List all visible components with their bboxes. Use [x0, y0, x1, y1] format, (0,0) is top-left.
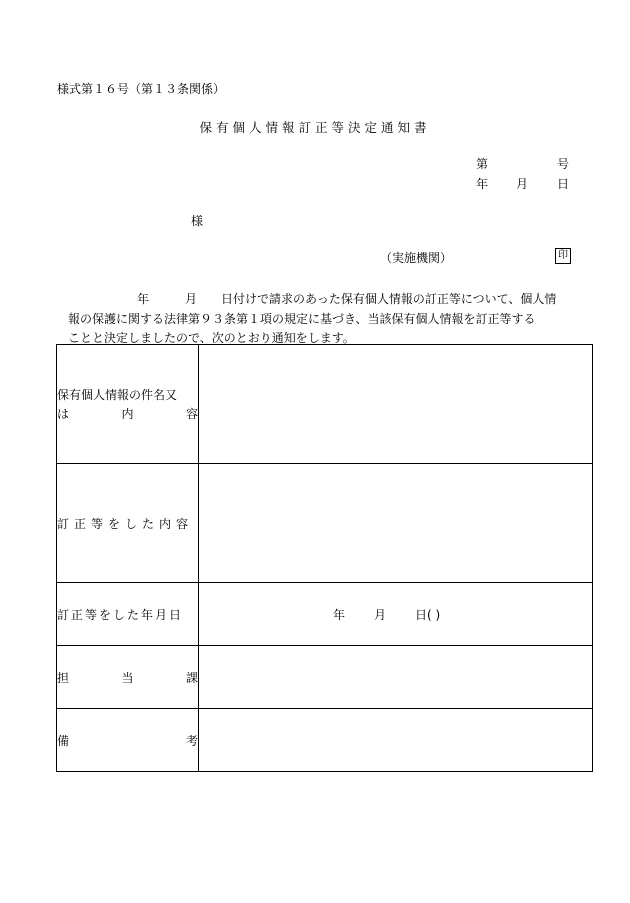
body-month: 月 [185, 292, 198, 306]
label-char: 備 [57, 733, 70, 748]
value-remarks[interactable] [199, 709, 593, 772]
date-day-char: 日( ) [415, 607, 441, 622]
label-text: 訂正等をした内容 [57, 516, 194, 531]
label-remarks [57, 709, 199, 772]
label-char: は [57, 407, 70, 421]
table-row [57, 646, 593, 709]
body-line-2: 報の保護に関する法律第９３条第１項の規定に基づき、当該保有個人情報を訂正等する [68, 311, 536, 326]
label-char: 容 [185, 407, 198, 421]
body-line-3: ことと決定しましたので、次のとおり通知をします。 [68, 331, 355, 345]
table-row [57, 583, 593, 646]
date-year: 年 [476, 177, 489, 191]
body-year: 年 [137, 292, 150, 306]
value-department[interactable] [199, 646, 593, 709]
value-correction-date[interactable] [199, 583, 593, 646]
label-char: 当 [121, 670, 134, 685]
label-char: 考 [185, 733, 198, 748]
label-department [57, 646, 199, 709]
label-correction-date [57, 583, 199, 646]
label-char: 担 [57, 670, 70, 685]
label-department-chars [57, 669, 198, 686]
date-month: 月 [516, 177, 529, 191]
label-text: 訂正等をした年月日 [57, 607, 184, 622]
label-record-subject [57, 345, 199, 464]
label-remarks-chars [57, 732, 198, 749]
document-title: 保有個人情報訂正等決定通知書 [199, 120, 431, 135]
label-record-subject-top: 保有個人情報の件名又 [57, 388, 178, 402]
number-suffix: 号 [557, 157, 570, 171]
body-line-1-text: 日付けで請求のあった保有個人情報の訂正等について、個人情 [221, 292, 557, 306]
value-record-subject[interactable] [199, 345, 593, 464]
table-row [57, 345, 593, 464]
seal-mark: 印 [555, 248, 571, 264]
addressee-honorific: 様 [191, 214, 204, 228]
date-year-char: 年 [333, 607, 346, 622]
label-char: 内 [121, 407, 134, 421]
label-char: 課 [185, 670, 198, 685]
correction-details-table [56, 344, 593, 772]
number-prefix: 第 [476, 157, 489, 171]
body-line-1 [68, 290, 598, 310]
label-record-subject-bottom [57, 405, 198, 422]
notice-body [68, 290, 598, 349]
table-row [57, 464, 593, 583]
issuing-organization-label: （実施機関） [380, 251, 453, 265]
table-row [57, 709, 593, 772]
label-correction-content [57, 464, 199, 583]
value-correction-content[interactable] [199, 464, 593, 583]
date-month-char: 月 [374, 607, 387, 622]
date-day: 日 [557, 177, 570, 191]
form-number-label: 様式第１６号（第１３条関係） [57, 82, 226, 96]
